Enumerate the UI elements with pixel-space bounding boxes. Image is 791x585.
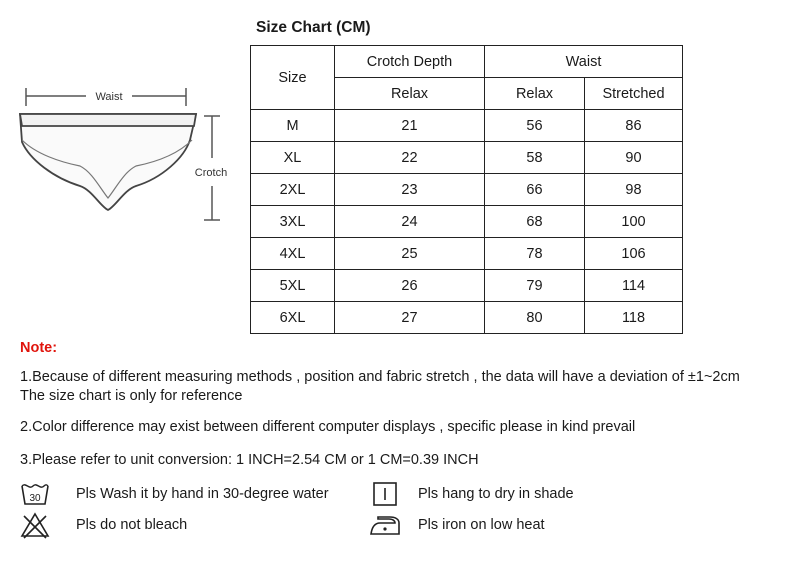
cell-waist-stretched: 114 [585, 270, 683, 302]
header-size: Size [251, 46, 335, 110]
cell-waist-relax: 68 [485, 206, 585, 238]
care-bleach [18, 510, 187, 540]
note-label: Note: [20, 340, 58, 356]
note-3: 3.Please refer to unit conversion: 1 INCH=2.54 CM or 1 CM=0.39 INCH [20, 452, 479, 468]
size-chart-table [250, 45, 683, 334]
note-2: 2.Color difference may exist between different computer displays , specific please in kind prevail [20, 419, 636, 435]
cell-waist-stretched: 118 [585, 302, 683, 334]
table-row [251, 174, 683, 206]
cell-crotch-relax: 22 [335, 142, 485, 174]
cell-waist-stretched: 86 [585, 110, 683, 142]
cell-waist-relax: 58 [485, 142, 585, 174]
care-bleach-text: Pls do not bleach [76, 517, 188, 533]
care-iron [368, 510, 545, 540]
table-row [251, 238, 683, 270]
header-waist-relax: Relax [485, 78, 585, 110]
table-row [251, 110, 683, 142]
cell-waist-relax: 56 [485, 110, 585, 142]
header-crotch-depth: Crotch Depth [335, 46, 485, 78]
cell-crotch-relax: 23 [335, 174, 485, 206]
cell-crotch-relax: 21 [335, 110, 485, 142]
cell-size: 3XL [251, 206, 335, 238]
care-iron-text: Pls iron on low heat [418, 517, 545, 533]
cell-crotch-relax: 27 [335, 302, 485, 334]
size-chart-title: Size Chart (CM) [256, 19, 371, 36]
table-row [251, 302, 683, 334]
table-header-row [251, 46, 683, 78]
table-row [251, 142, 683, 174]
svg-text:30: 30 [29, 493, 41, 504]
garment-diagram [8, 78, 248, 228]
cell-waist-relax: 79 [485, 270, 585, 302]
cell-size: 2XL [251, 174, 335, 206]
crotch-label: Crotch [194, 167, 228, 179]
cell-waist-stretched: 98 [585, 174, 683, 206]
header-crotch-relax: Relax [335, 78, 485, 110]
care-hang [368, 479, 574, 509]
care-hang-text: Pls hang to dry in shade [418, 486, 574, 502]
line-dry-icon [368, 479, 402, 509]
no-bleach-icon [18, 510, 52, 540]
care-wash [18, 479, 329, 509]
table-row [251, 206, 683, 238]
cell-waist-relax: 78 [485, 238, 585, 270]
cell-waist-relax: 66 [485, 174, 585, 206]
waist-label: Waist [95, 91, 123, 103]
hand-wash-30-icon [18, 479, 52, 509]
note-1-line-1: 1.Because of different measuring methods , position and fabric stretch , the data will have a deviation of ±1~2cm [20, 369, 740, 385]
note-1-line-2: The size chart is only for reference [20, 388, 243, 404]
cell-waist-relax: 80 [485, 302, 585, 334]
iron-low-heat-icon [368, 510, 402, 540]
cell-crotch-relax: 26 [335, 270, 485, 302]
cell-crotch-relax: 25 [335, 238, 485, 270]
header-waist: Waist [485, 46, 683, 78]
cell-size: 5XL [251, 270, 335, 302]
header-waist-stretched: Stretched [585, 78, 683, 110]
cell-size: 6XL [251, 302, 335, 334]
briefs-illustration [8, 78, 248, 228]
cell-waist-stretched: 100 [585, 206, 683, 238]
cell-size: XL [251, 142, 335, 174]
cell-size: 4XL [251, 238, 335, 270]
care-wash-text: Pls Wash it by hand in 30-degree water [76, 486, 329, 502]
cell-waist-stretched: 106 [585, 238, 683, 270]
table-row [251, 270, 683, 302]
cell-crotch-relax: 24 [335, 206, 485, 238]
cell-waist-stretched: 90 [585, 142, 683, 174]
cell-size: M [251, 110, 335, 142]
